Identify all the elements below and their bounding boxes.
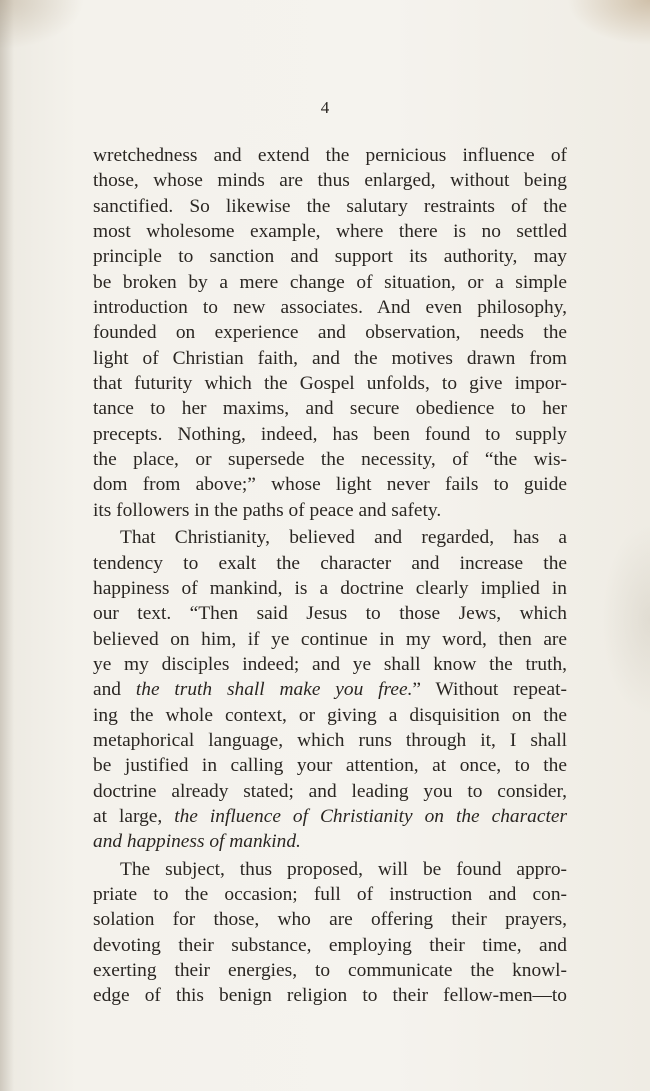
- text-line: precepts. Nothing, indeed, has been found to supply: [93, 423, 567, 445]
- text-line: be broken by a mere change of situation, or a simple: [93, 271, 567, 293]
- text-line: dom from above;” whose light never fails to guide: [93, 474, 567, 496]
- text-line: our text. “Then said Jesus to those Jews, which: [93, 603, 567, 625]
- text-line: most wholesome example, where there is no settled: [93, 221, 567, 243]
- text-line: exerting their energies, to communicate the knowl-: [93, 960, 567, 981]
- text-line: The subject, thus proposed, will be found appro-: [120, 858, 567, 880]
- text-line: believed on him, if ye continue in my word, then are: [93, 628, 567, 650]
- text-line: the place, or supersede the necessity, of “the wis-: [93, 449, 567, 471]
- body-text: [93, 143, 567, 1009]
- text-line: solation for those, who are offering their prayers,: [93, 909, 567, 931]
- text-line: happiness of mankind, is a doctrine clearly implied in: [93, 577, 567, 599]
- text-line: at large, the influence of Christianity on the character: [93, 805, 567, 827]
- text-line: edge of this benign religion to their fellow-men—to: [93, 985, 567, 1007]
- text-line: tendency to exalt the character and increase the: [93, 552, 567, 574]
- text-line: devoting their substance, employing their time, and: [93, 934, 567, 956]
- text-line: wretchedness and extend the pernicious influence of: [93, 145, 567, 166]
- text-line: ing the whole context, or giving a disquisition on the: [93, 704, 567, 726]
- text-line: be justified in calling your attention, at once, to the: [93, 755, 567, 777]
- text-line: those, whose minds are thus enlarged, without being: [93, 170, 567, 192]
- text-line: and the truth shall make you free.” Without repeat-: [93, 679, 567, 701]
- text-line: sanctified. So likewise the salutary restraints of the: [93, 195, 567, 217]
- text-line: ye my disciples indeed; and ye shall know the truth,: [93, 653, 567, 675]
- page-number: 4: [320, 98, 330, 117]
- text-line: its followers in the paths of peace and safety.: [93, 499, 442, 521]
- text-line: metaphorical language, which runs through it, I shall: [93, 729, 567, 751]
- text-line: That Christianity, believed and regarded, has a: [120, 527, 567, 549]
- text-line: light of Christian faith, and the motives drawn from: [93, 347, 567, 369]
- text-line: that futurity which the Gospel unfolds, to give impor-: [93, 373, 567, 395]
- paragraph: [93, 143, 567, 523]
- text-line: and happiness of mankind.: [93, 831, 301, 853]
- text-line: doctrine already stated; and leading you to consider,: [93, 780, 567, 802]
- text-line: founded on experience and observation, needs the: [93, 322, 567, 344]
- text-line: tance to her maxims, and secure obedience to her: [93, 398, 567, 420]
- text-line: principle to sanction and support its authority, may: [93, 246, 567, 268]
- page-edge-shadow: [0, 0, 14, 1091]
- text-line: priate to the occasion; full of instruction and con-: [93, 883, 567, 905]
- paragraph: [93, 525, 567, 854]
- paragraph: [93, 857, 567, 1009]
- text-line: introduction to new associates. And even philosophy,: [93, 297, 567, 319]
